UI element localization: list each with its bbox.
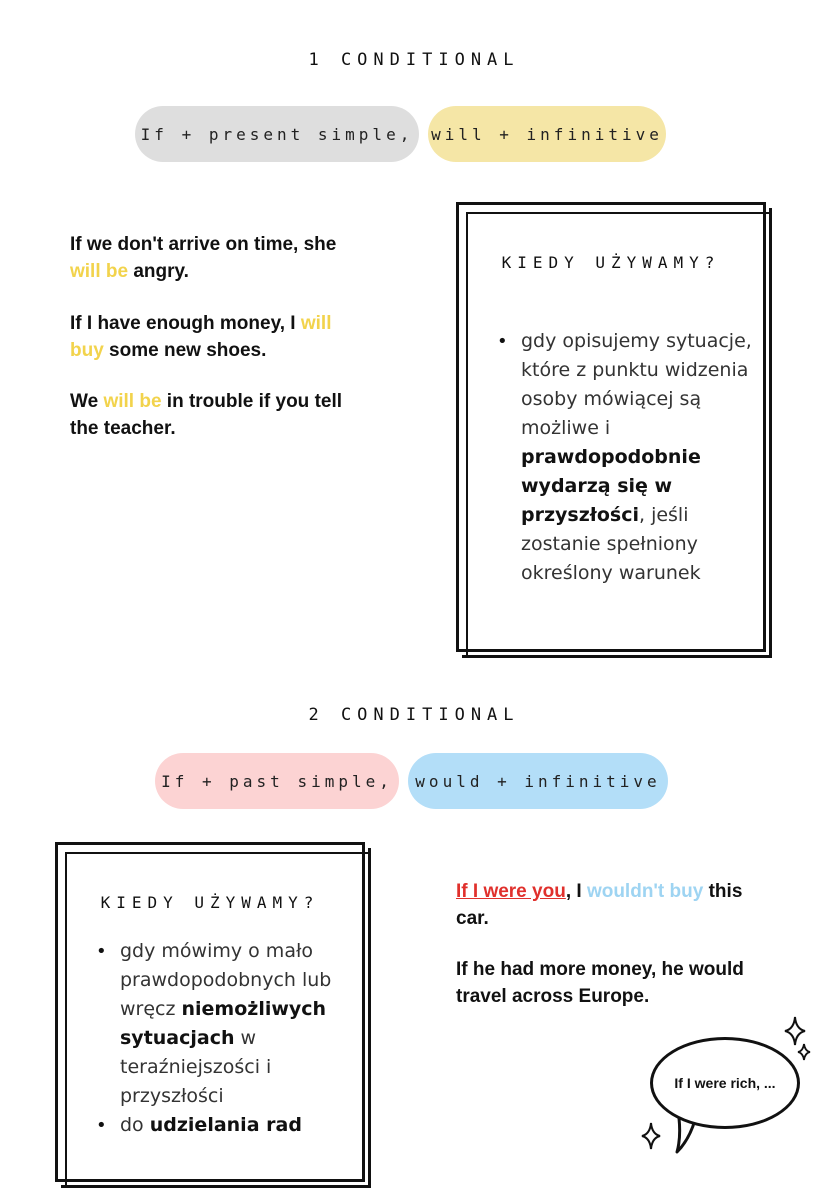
first-formula-result-pill: will + infinitive [428,106,666,162]
second-usage-item-2 [94,1111,358,1140]
first-usage-box-title: KIEDY UŻYWAMY? [501,253,721,272]
second-usage-item-1 [94,937,358,1111]
usage-text: w teraźniejszości i przyszłości [120,1027,272,1107]
example-text: in trouble if you tell the teacher. [70,391,343,439]
example-highlight: will be [103,391,162,412]
bullet-icon: • [96,941,107,962]
first-example-1 [70,231,370,285]
example-red-highlight: If I were you [456,881,566,902]
usage-bold-text: prawdopodobnie wydarzą się w przyszłości [521,446,701,526]
second-usage-box [55,842,365,1182]
example-text: If I have enough money, I [70,313,301,334]
usage-bold-text: niemożliwych sytuacjach [120,998,327,1049]
example-text: , I [565,881,587,902]
first-conditional-heading: 1 CONDITIONAL [308,50,520,70]
usage-bold-text: udzielania rad [149,1114,302,1136]
first-usage-item [495,327,755,588]
example-highlight: will be [70,261,129,282]
second-conditional-heading: 2 CONDITIONAL [308,705,520,725]
second-usage-box-title: KIEDY UŻYWAMY? [100,893,320,912]
bullet-icon: • [96,1115,107,1136]
second-formula-if-pill: If + past simple, [155,753,399,809]
usage-text: , jeśli zostanie spełniony określony warunek [521,504,701,584]
first-example-3 [70,388,370,442]
first-usage-box [456,202,766,652]
first-example-2 [70,310,370,364]
example-text: this car. [456,881,743,929]
speech-bubble [650,1037,800,1129]
second-formula-result-pill: would + infinitive [408,753,668,809]
bullet-icon: • [497,331,508,352]
second-usage-list [94,937,358,1140]
example-text: We [70,391,104,412]
second-example-1 [456,878,756,932]
first-usage-list [495,327,755,588]
speech-bubble-text: If I were rich, ... [674,1075,776,1091]
sparkle-icon [784,1016,806,1046]
example-text: If we don't arrive on time, she [70,234,337,255]
example-highlight: will buy [70,313,332,361]
usage-text: gdy opisujemy sytuacje, które z punktu widzenia osoby mówiącej są możliwe i [521,330,752,439]
second-example-2: If he had more money, he would travel across Europe. [456,959,744,1007]
example-text: some new shoes. [103,340,267,361]
usage-text: do [120,1114,150,1136]
sparkle-bottom-icon [641,1122,661,1150]
usage-text: gdy mówimy o mało prawdopodobnych lub wręcz [120,940,332,1020]
sparkle-small-icon [797,1043,811,1061]
example-text: angry. [128,261,189,282]
example-blue-highlight: wouldn't buy [586,881,704,902]
first-formula-if-pill: If + present simple, [135,106,419,162]
